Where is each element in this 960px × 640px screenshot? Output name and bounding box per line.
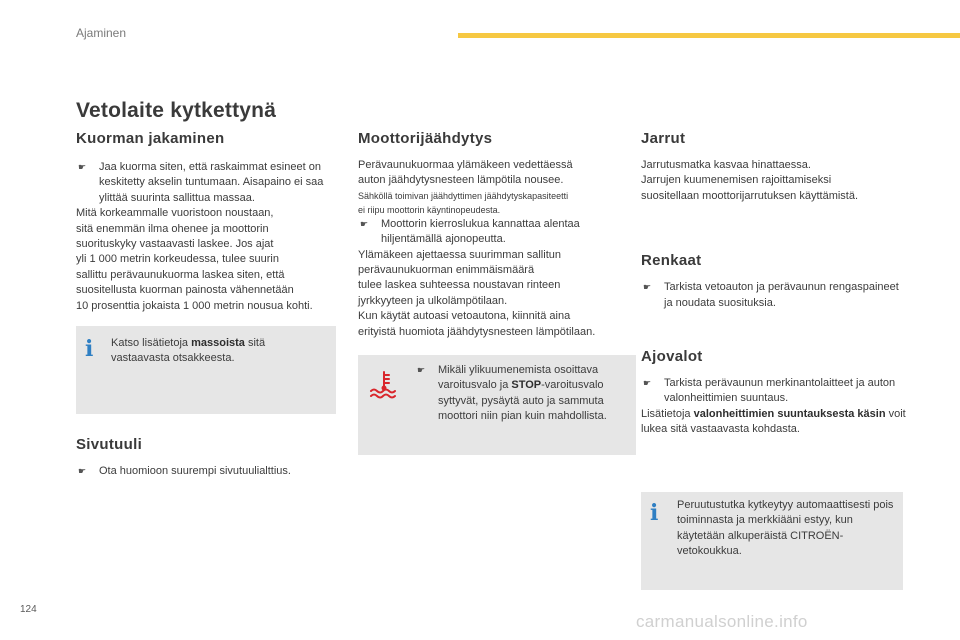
text-line: Jarrujen kuumenemisen rajoittamiseksi bbox=[641, 174, 832, 187]
bold-term: massoista bbox=[191, 337, 245, 349]
paragraph-headlights: Lisätietoja valonheittimien suuntauksesta käsin voit lukea sitä vastaavasta kohdasta. bbox=[641, 407, 906, 436]
bullet-text: Jaa kuorma siten, että raskaimmat esineet on keskitetty akselin tuntumaan. Aisapaino ei saa ylittää suurinta sallittua massaa. bbox=[99, 161, 324, 204]
heading-ajovalot: Ajovalot bbox=[641, 348, 703, 366]
text-line: Jarrutusmatka kasvaa hinattaessa. bbox=[641, 159, 811, 171]
paragraph-brakes bbox=[641, 158, 906, 204]
list-item bbox=[641, 376, 906, 407]
text-line: auton jäähdytysnesteen lämpötila nousee. bbox=[358, 174, 564, 187]
info-icon: i bbox=[650, 500, 659, 526]
text-line: Mitä korkeammalle vuoristoon noustaan, bbox=[76, 207, 274, 220]
bullet-text: Tarkista vetoauton ja perävaunun rengaspaineet ja noudata suosituksia. bbox=[664, 281, 899, 309]
sivutuuli-section bbox=[76, 436, 341, 479]
text-line: yli 1 000 metrin korkeudessa, tulee suurin bbox=[76, 253, 279, 266]
middle-column bbox=[358, 130, 626, 340]
bold-term: valonheittimien suuntauksesta käsin bbox=[693, 407, 886, 420]
arrow-bullet-icon: ☛ bbox=[78, 162, 87, 172]
list-item bbox=[641, 280, 906, 311]
watermark: carmanualsonline.info bbox=[636, 612, 808, 631]
info-icon: i bbox=[85, 336, 94, 362]
text-line: ei riipu moottorin käyntinopeudesta. bbox=[358, 204, 501, 215]
text-line: Perävaunukuormaa ylämäkeen vedettäessä bbox=[358, 159, 573, 171]
text-line: jyrkkyyteen ja ulkolämpötilaan. bbox=[358, 294, 508, 307]
list-item bbox=[76, 160, 341, 206]
text-line: erityistä huomiota jäähdytysnesteen lämpötilaan. bbox=[358, 325, 596, 338]
text-line: Ylämäkeen ajettaessa suurimman sallitun bbox=[358, 248, 561, 261]
text-line: 10 prosenttia jokaista 1 000 metrin nousua kohti. bbox=[76, 299, 313, 312]
text-line: perävaunukuorman enimmäismäärä bbox=[358, 264, 535, 277]
text-line: suorituskyky vastaavasti laskee. Jos ajat bbox=[76, 238, 274, 251]
coolant-temperature-warning-icon bbox=[368, 369, 400, 401]
arrow-bullet-icon: ☛ bbox=[360, 218, 369, 229]
page-title: Vetolaite kytkettynä bbox=[76, 99, 277, 122]
bullet-text: Ota huomioon suurempi sivutuulialttius. bbox=[99, 465, 291, 477]
heading-kuorman-jakaminen: Kuorman jakaminen bbox=[76, 130, 225, 147]
list-item bbox=[76, 464, 341, 479]
heading-jarrut: Jarrut bbox=[641, 130, 686, 147]
arrow-bullet-icon: ☛ bbox=[78, 466, 87, 476]
header-accent-bar bbox=[458, 33, 960, 38]
info-text: Peruutustutka kytkeytyy automaattisesti pois toiminnasta ja merkkiääni estyy, kun käytetään alkuperäistä CITROËN-vetokoukkua. bbox=[677, 499, 894, 558]
info-box-parking-sensors bbox=[641, 492, 903, 590]
paragraph-uphill bbox=[358, 248, 626, 340]
left-column bbox=[76, 130, 341, 314]
bullet-text: Tarkista perävaunun merkinantolaitteet ja auton valonheittimien suuntaus. bbox=[664, 377, 896, 405]
text-line: sitä enemmän ilma ohenee ja moottorin bbox=[76, 222, 269, 235]
text-line: suositellusta kuorman painosta vähennetään bbox=[76, 284, 294, 297]
paragraph-cooling bbox=[358, 158, 626, 189]
page-number: 124 bbox=[20, 604, 37, 615]
text-line: suositellaan moottorijarrutuksen käyttämistä. bbox=[641, 189, 859, 202]
heading-renkaat: Renkaat bbox=[641, 252, 702, 270]
text-line: Sähköllä toimivan jäähdyttimen jäähdytyskapasiteetti bbox=[358, 190, 569, 201]
stop-label: STOP bbox=[511, 379, 542, 392]
bullet-text: Moottorin kierroslukua kannattaa alentaa hiljentämällä ajonopeutta. bbox=[381, 217, 580, 246]
text-line: sallittu perävaunukuorma laskea siten, että bbox=[76, 268, 285, 281]
text-line: tulee laskea suhteessa noustavan rinteen bbox=[358, 279, 561, 292]
list-item bbox=[358, 217, 626, 248]
section-label: Ajaminen bbox=[76, 26, 127, 40]
arrow-bullet-icon: ☛ bbox=[417, 365, 426, 375]
right-column bbox=[641, 130, 906, 438]
warning-box bbox=[358, 355, 636, 455]
arrow-bullet-icon: ☛ bbox=[643, 282, 652, 293]
info-text: Katso lisätietoja massoista sitä vastaavasta otsakkeesta. bbox=[111, 337, 266, 365]
text-line: Kun käytät autoasi vetoautona, kiinnitä aina bbox=[358, 310, 571, 323]
small-note bbox=[358, 189, 626, 217]
info-box-massat bbox=[76, 326, 336, 414]
heading-sivutuuli: Sivutuuli bbox=[76, 436, 143, 453]
arrow-bullet-icon: ☛ bbox=[643, 378, 652, 389]
heading-moottorijaahdytys: Moottorijäähdytys bbox=[358, 130, 493, 147]
warning-text: ☛ Mikäli ylikuumenemista osoittava varoitusvalo ja STOP-varoitusvalo syttyvät, pysäytä auto ja sammuta moottori niin pian kuin mahdollista. bbox=[417, 364, 607, 423]
paragraph-altitude bbox=[76, 206, 341, 314]
